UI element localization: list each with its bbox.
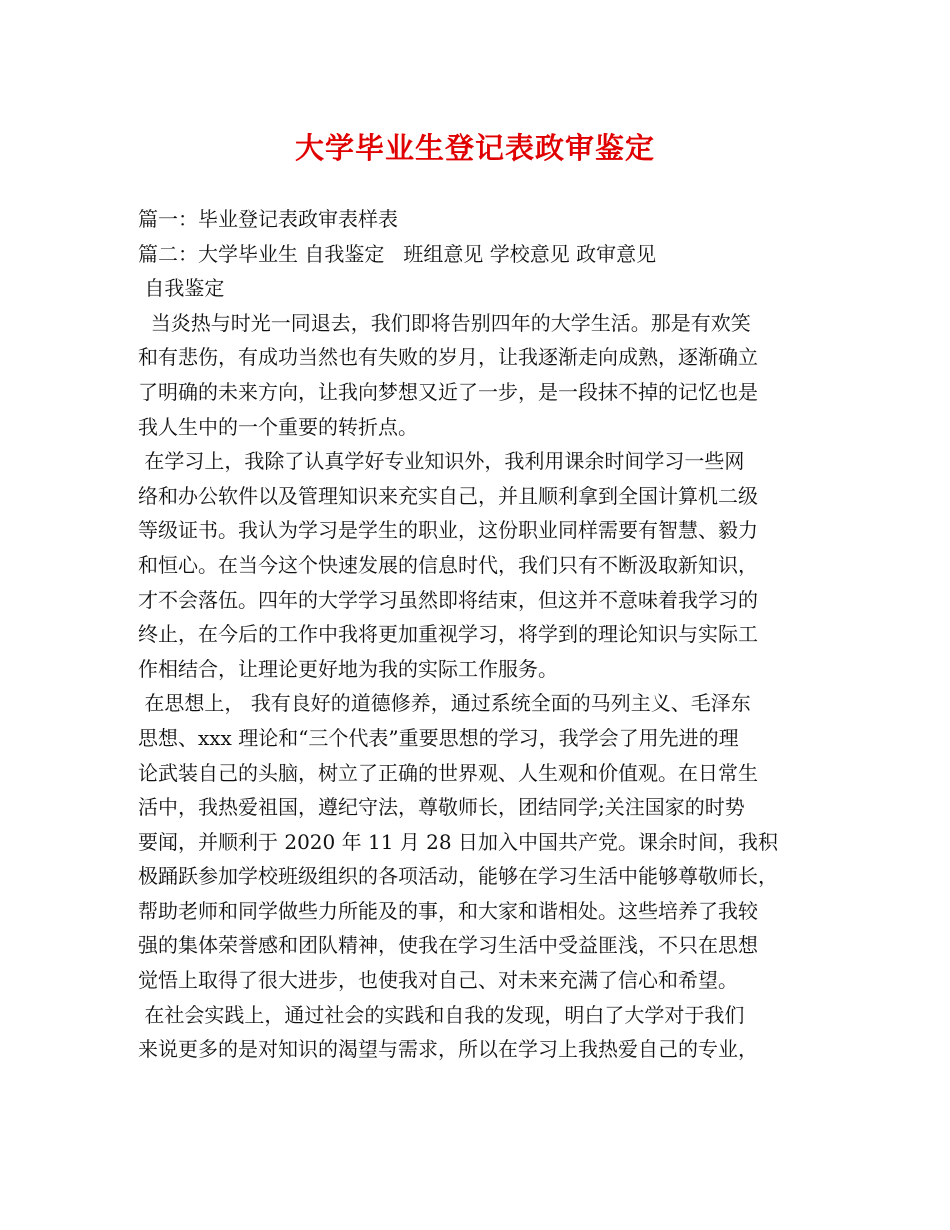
text-line: 等级证书。我认为学习是学生的职业，这份职业同样需要有智慧、毅力 bbox=[138, 518, 758, 543]
text-line: 了明确的未来方向，让我向梦想又近了一步，是一段抹不掉的记忆也是 bbox=[138, 379, 758, 404]
text-line: 在思想上， 我有良好的道德修养，通过系统全面的马列主义、毛泽东 bbox=[138, 691, 751, 716]
text-line: 篇一：毕业登记表政审表样表 bbox=[138, 207, 398, 231]
text-line: 思想、xxx 理论和“三个代表”重要思想的学习，我学会了用先进的理 bbox=[138, 725, 739, 750]
text-line: 作相结合，让理论更好地为我的实际工作服务。 bbox=[138, 656, 558, 681]
text-line: 络和办公软件以及管理知识来充实自己，并且顺利拿到全国计算机二级 bbox=[138, 483, 758, 508]
document-title: 大学毕业生登记表政审鉴定 bbox=[294, 131, 655, 165]
text-line: 才不会落伍。四年的大学学习虽然即将结束，但这并不意味着我学习的 bbox=[138, 587, 758, 612]
text-line: 在学习上，我除了认真学好专业知识外，我利用课余时间学习一些网 bbox=[138, 449, 745, 474]
text-line: 来说更多的是对知识的渴望与需求，所以在学习上我热爱自己的专业， bbox=[138, 1037, 758, 1062]
text-line: 活中，我热爱祖国，遵纪守法，尊敬师长，团结同学;关注国家的时势 bbox=[138, 795, 745, 820]
text-line: 极踊跃参加学校班级组织的各项活动，能够在学习生活中能够尊敬师长， bbox=[138, 864, 778, 889]
text-line: 自我鉴定 bbox=[138, 276, 225, 301]
text-line: 在社会实践上，通过社会的实践和自我的发现，明白了大学对于我们 bbox=[138, 1002, 745, 1027]
text-line: 和有悲伤，有成功当然也有失败的岁月，让我逐渐走向成熟，逐渐确立 bbox=[138, 345, 758, 370]
text-line: 觉悟上取得了很大进步，也使我对自己、对未来充满了信心和希望。 bbox=[138, 968, 738, 993]
document-body bbox=[138, 202, 828, 1067]
text-line: 强的集体荣誉感和团队精神，使我在学习生活中受益匪浅，不只在思想 bbox=[138, 933, 758, 958]
text-line: 当炎热与时光一同退去，我们即将告别四年的大学生活。那是有欢笑 bbox=[138, 310, 751, 335]
text-line: 篇二：大学毕业生 自我鉴定 班组意见 学校意见 政审意见 bbox=[138, 241, 657, 266]
text-line: 论武装自己的头脑，树立了正确的世界观、人生观和价值观。在日常生 bbox=[138, 760, 758, 785]
text-line: 终止，在今后的工作中我将更加重视学习，将学到的理论知识与实际工 bbox=[138, 622, 758, 647]
text-line: 我人生中的一个重要的转折点。 bbox=[138, 414, 418, 439]
text-line: 和恒心。在当今这个快速发展的信息时代，我们只有不断汲取新知识， bbox=[138, 552, 758, 577]
text-line: 帮助老师和同学做些力所能及的事，和大家和谐相处。这些培养了我较 bbox=[138, 898, 758, 923]
text-line: 要闻，并顺利于 2020 年 11 月 28 日加入中国共产党。课余时间，我积 bbox=[138, 829, 778, 854]
